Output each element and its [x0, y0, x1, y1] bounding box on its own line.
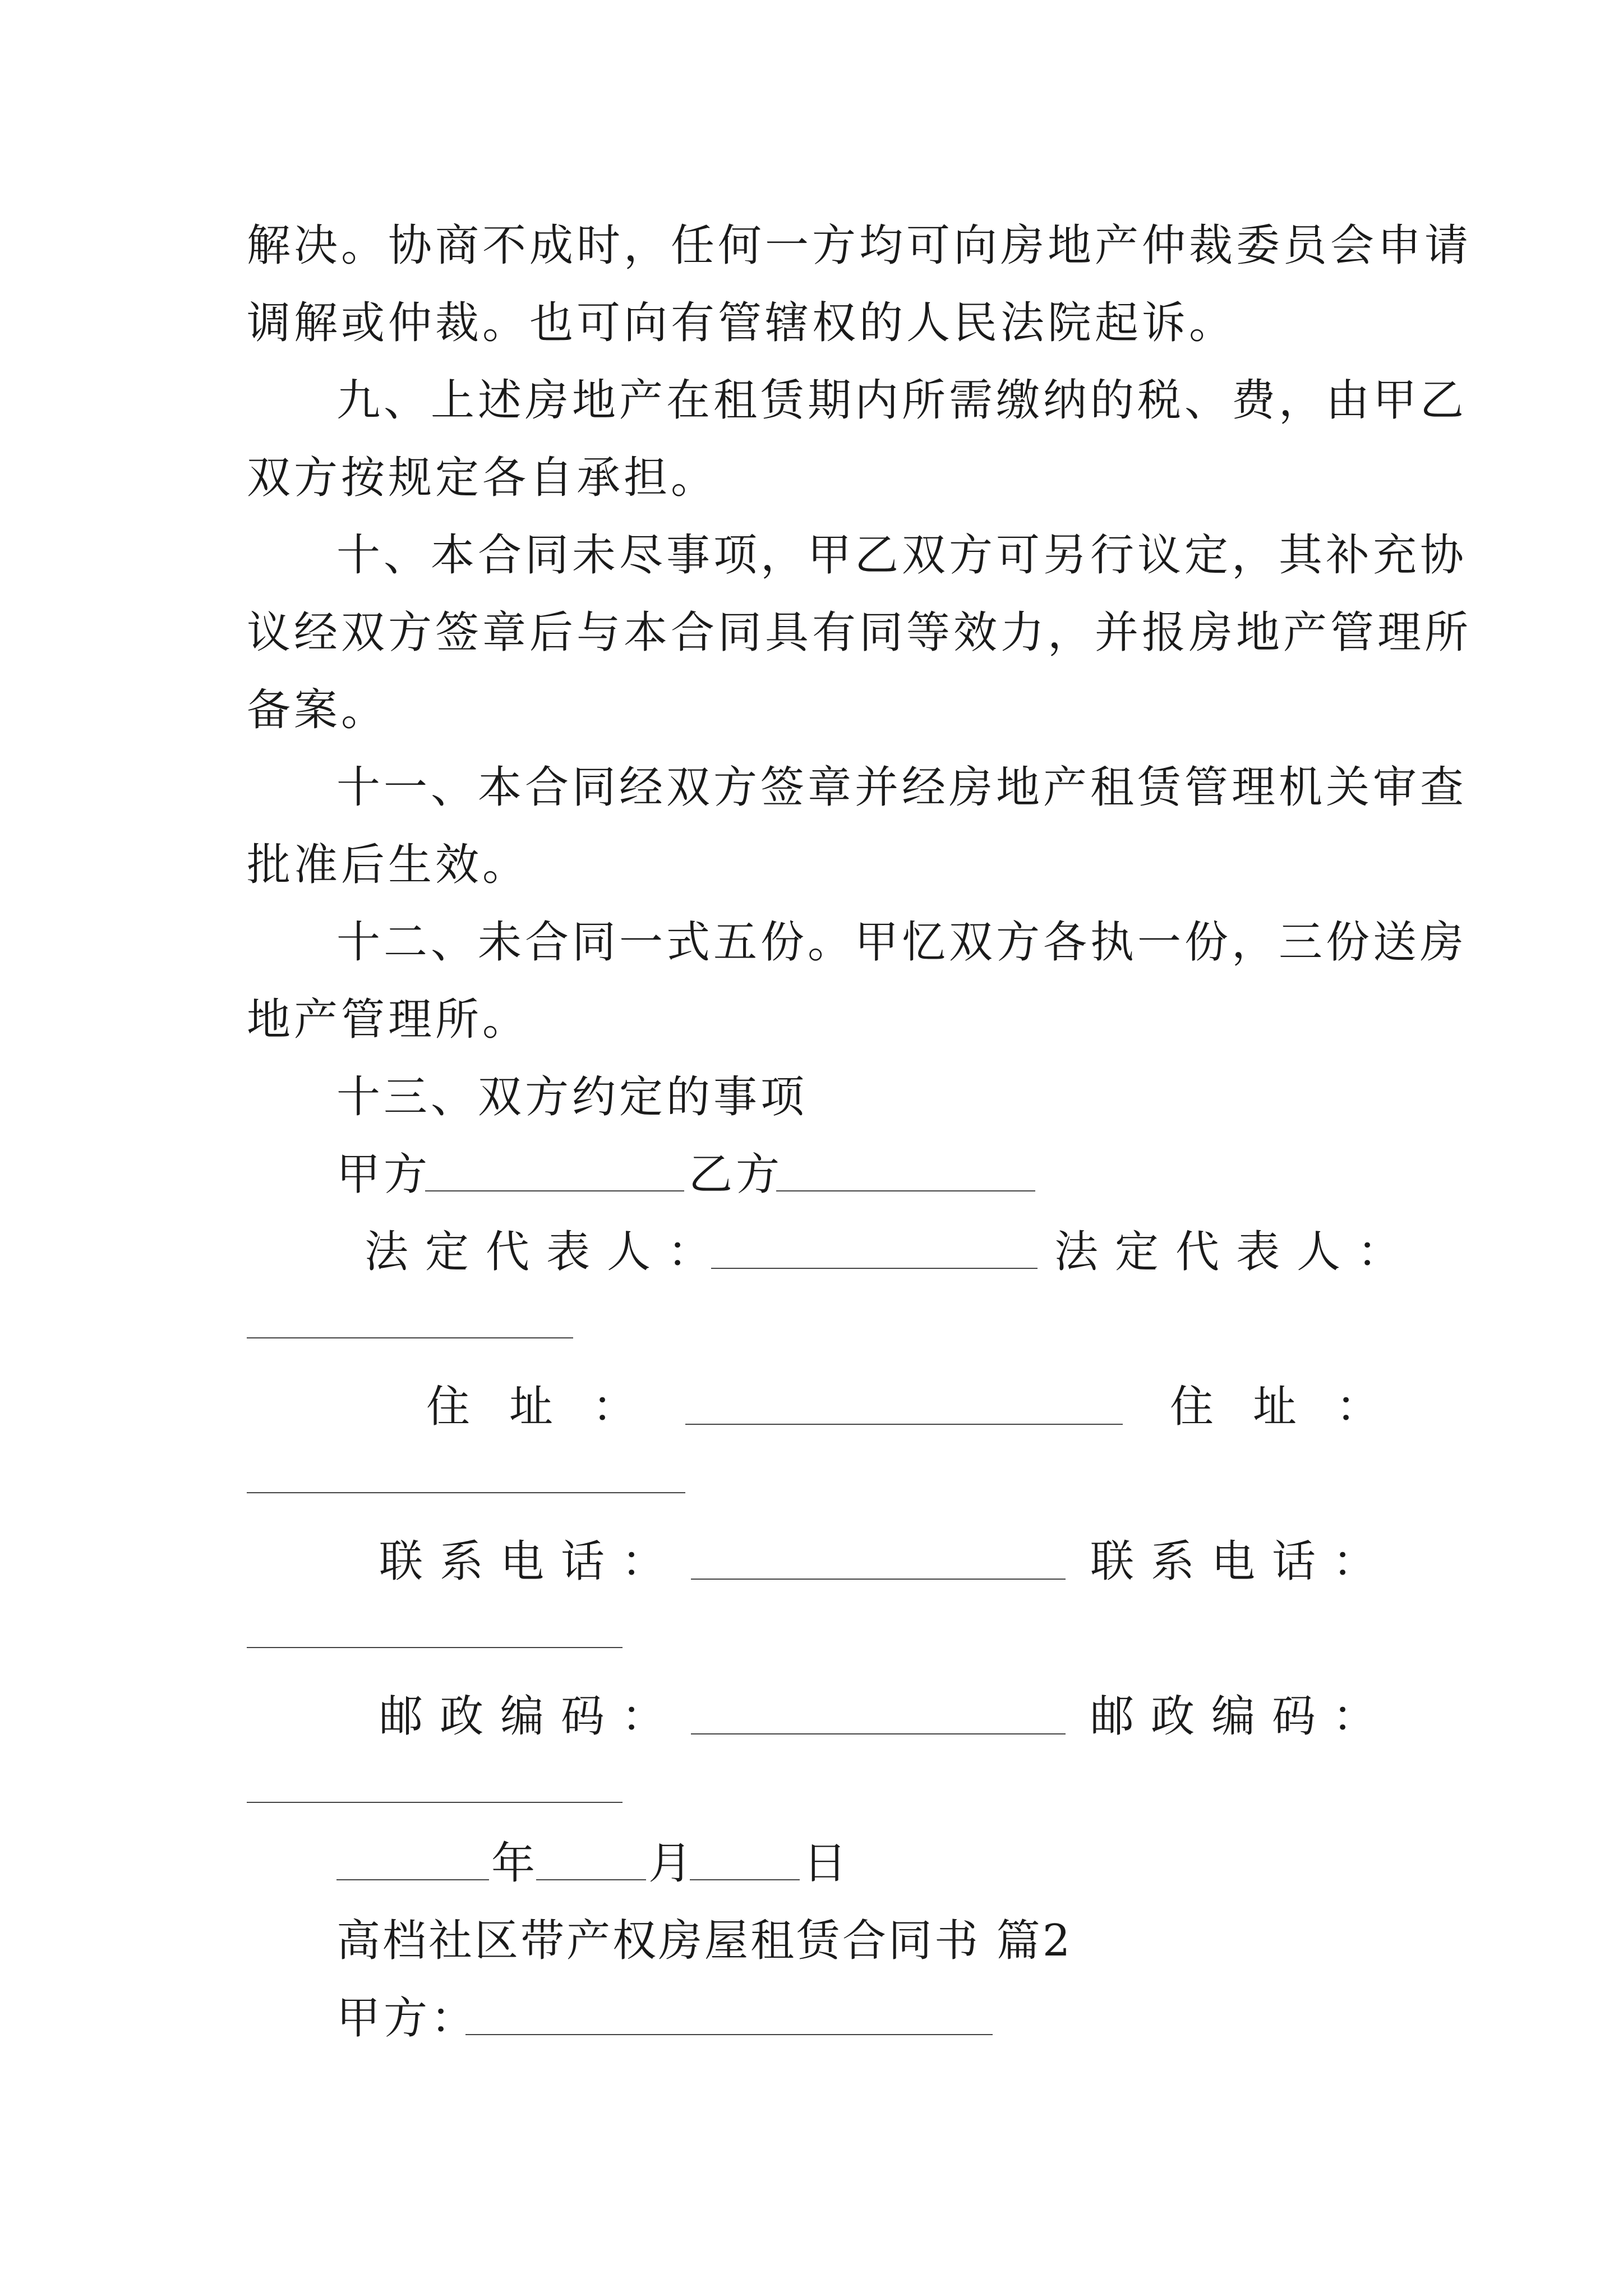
- legal-rep-b-blank: [247, 1337, 573, 1338]
- year-label: 年: [491, 1838, 536, 1889]
- year-blank: [336, 1879, 489, 1880]
- legal-rep-a-label: 法定代表人：: [365, 1227, 728, 1277]
- party-b-label: 乙方: [689, 1149, 783, 1200]
- party-a-blank: [425, 1190, 684, 1191]
- clause-11-line-1: 十一、本合同经双方签章并经房地产租赁管理机关审查: [336, 762, 1468, 813]
- postcode-a-label: 邮政编码：: [379, 1691, 683, 1742]
- clause-12-line-1: 十二、未合同一式五份。甲忆双方各执一份，三份送房: [336, 917, 1468, 968]
- clause-10-line-3: 备案。: [247, 685, 389, 735]
- address-a-blank: [685, 1424, 1123, 1425]
- month-label: 月: [648, 1838, 693, 1889]
- party-a-label: 甲方: [336, 1149, 431, 1200]
- clause-13: 十三、双方约定的事项: [336, 1072, 808, 1122]
- paragraph-line: 调解或仲裁。也可向有管辖权的人民法院起诉。: [247, 298, 1237, 348]
- legal-rep-a-blank: [711, 1268, 1038, 1269]
- clause-10-line-2: 议经双方签章后与本合同具有同等效力，并报房地产管理所: [247, 608, 1472, 658]
- address-b-blank: [247, 1492, 685, 1493]
- postcode-b-label: 邮政编码：: [1090, 1691, 1394, 1742]
- phone-b-label: 联系电话：: [1090, 1536, 1394, 1587]
- postcode-b-blank: [247, 1802, 623, 1803]
- month-blank: [536, 1879, 646, 1880]
- day-blank: [690, 1879, 800, 1880]
- party-b-blank: [776, 1190, 1035, 1191]
- section-party-a-label: 甲方：: [336, 1993, 478, 2044]
- phone-a-blank: [691, 1579, 1066, 1580]
- section-title: 高档社区带产权房屋租赁合同书 篇2: [336, 1916, 1073, 1966]
- clause-9-line-1: 九、上述房地产在租赁期内所需缴纳的税、费，由甲乙: [336, 375, 1468, 426]
- phone-a-label: 联系电话：: [379, 1536, 683, 1587]
- clause-12-line-2: 地产管理所。: [247, 995, 530, 1045]
- postcode-a-blank: [691, 1733, 1066, 1734]
- clause-9-line-2: 双方按规定各自承担。: [247, 453, 718, 503]
- clause-11-line-2: 批准后生效。: [247, 840, 530, 890]
- phone-b-blank: [247, 1647, 623, 1648]
- legal-rep-b-label: 法定代表人：: [1054, 1227, 1418, 1277]
- day-label: 日: [803, 1838, 847, 1889]
- address-b-label: 住址：: [1170, 1382, 1419, 1432]
- address-a-label: 住址：: [426, 1382, 676, 1432]
- paragraph-line: 解决。协商不成时，任何一方均可向房地产仲裁委员会申请: [247, 220, 1472, 271]
- section-party-a-blank: [465, 2034, 993, 2035]
- clause-10-line-1: 十、本合同未尽事项，甲乙双方可另行议定，其补充协: [336, 530, 1468, 581]
